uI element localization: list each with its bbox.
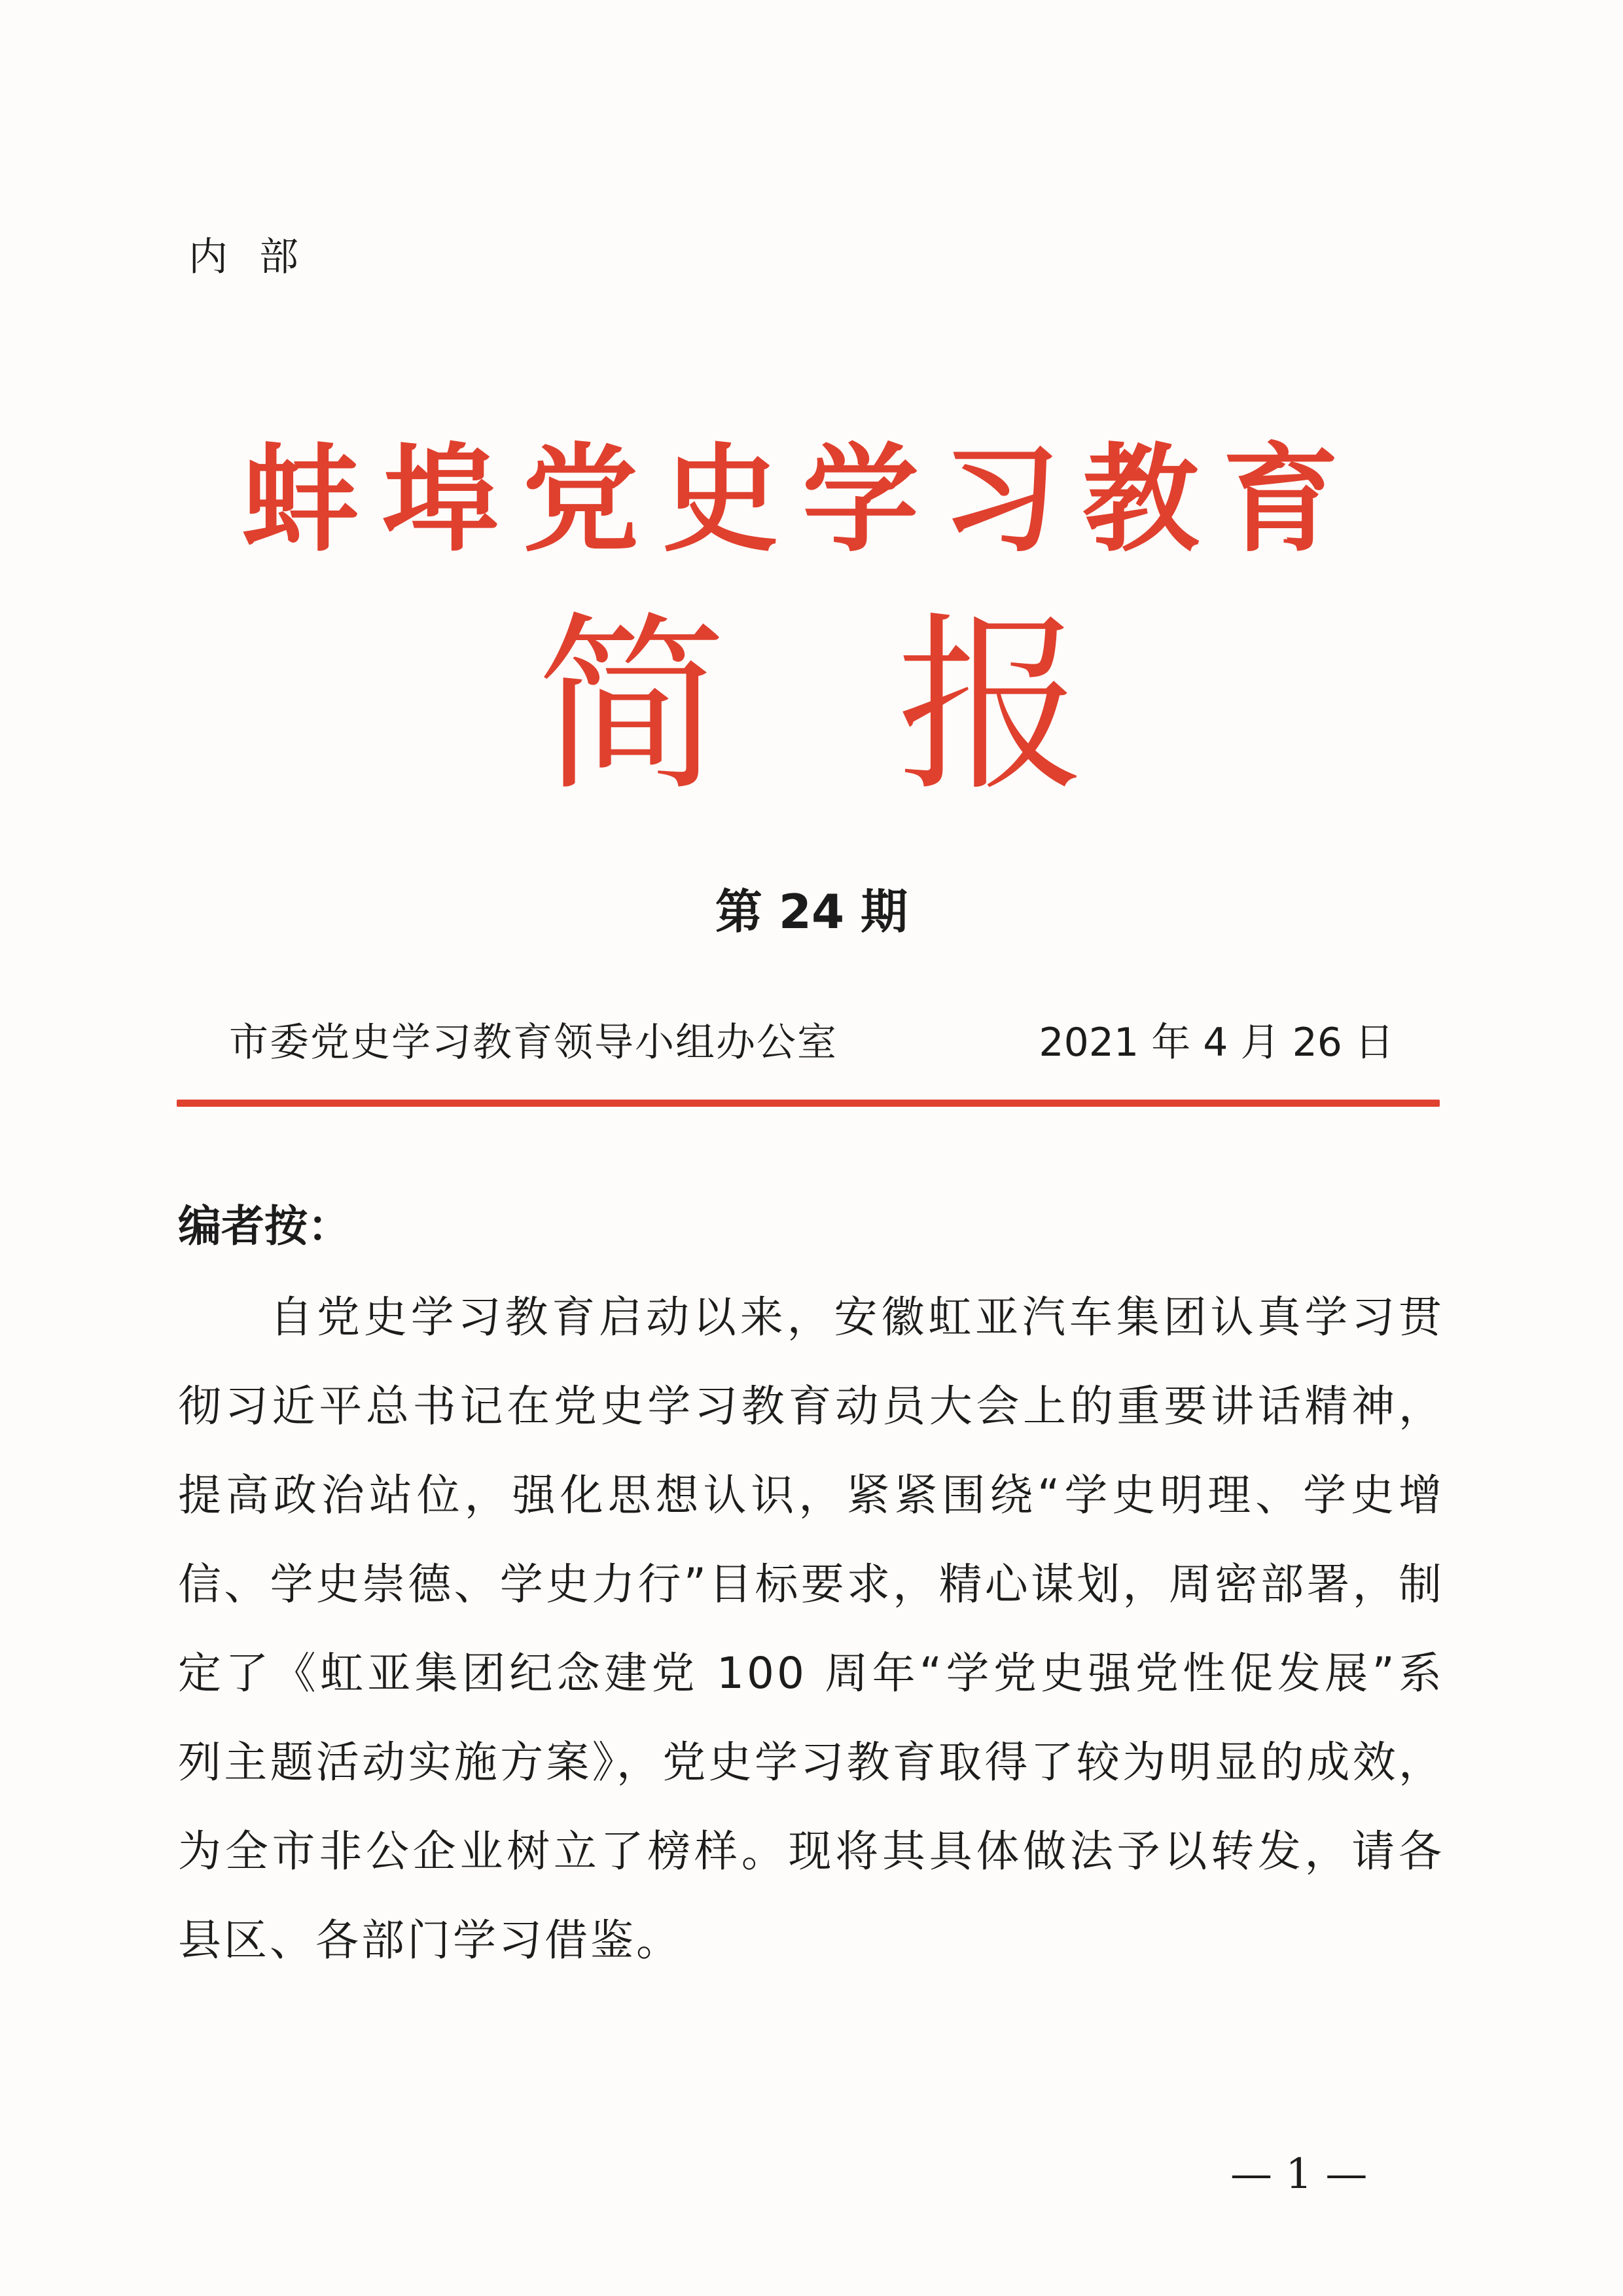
editor-note-body: 自党史学习教育启动以来，安徽虹亚汽车集团认真学习贯彻习近平总书记在党史学习教育动员大会上的重要讲话精神，提高政治站位，强化思想认识，紧紧围绕“学史明理、学史增信、学史崇德、学史力行”目标要求，精心谋划，周密部署，制定了《虹亚集团纪念建党 100 周年“学党史强党性促发展”系列主题活动实施方案》，党史学习教育取得了较为明显的成效，为全市非公企业树立了榜样。现将其具体做法予以转发，请各县区、各部门学习借鉴。 bbox=[178, 1292, 1444, 1965]
issuer-name: 市委党史学习教育领导小组办公室 bbox=[229, 1020, 838, 1066]
issue-number: 第 24 期 bbox=[715, 884, 908, 939]
masthead-title: 蚌埠党史学习教育 bbox=[242, 432, 1363, 567]
red-divider-rule bbox=[177, 1100, 1440, 1107]
page-number: — 1 — bbox=[1230, 2150, 1368, 2198]
issue-info-row bbox=[229, 1011, 1394, 1067]
editor-note-label: 编者按： bbox=[178, 1201, 351, 1251]
classification-label: 内部 bbox=[188, 234, 330, 280]
brief-title: 简报 bbox=[537, 596, 1257, 817]
issue-date: 2021 年 4 月 26 日 bbox=[1039, 1020, 1394, 1066]
